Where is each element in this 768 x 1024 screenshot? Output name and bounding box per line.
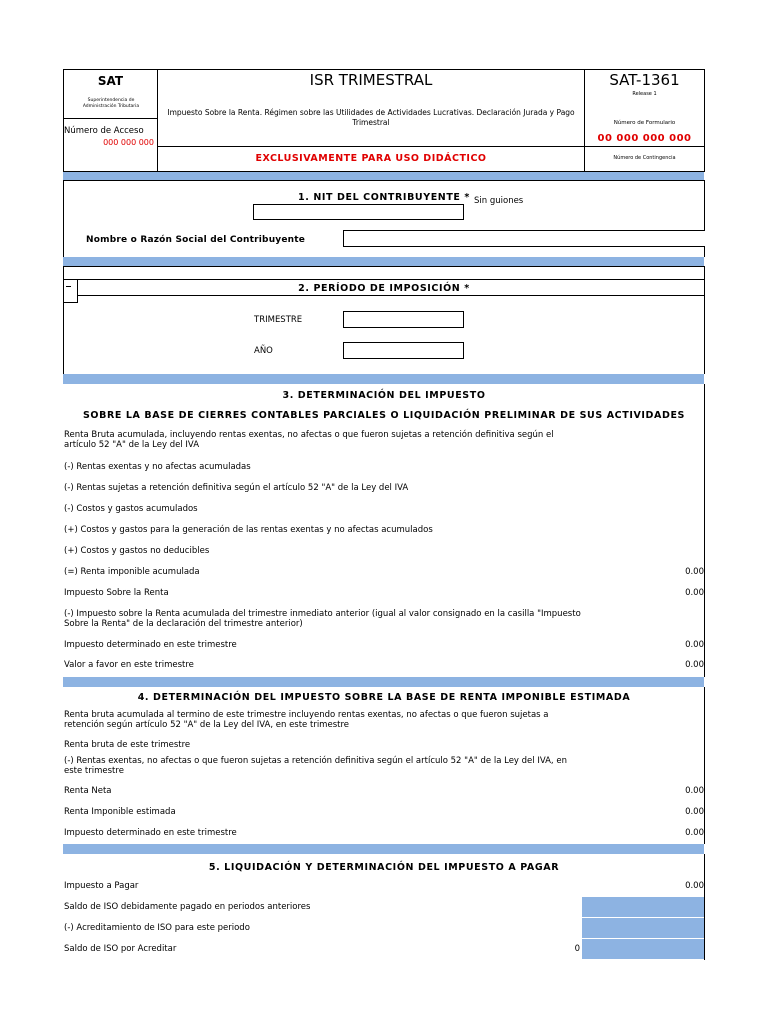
s3-row	[64, 588, 704, 598]
saldo-iso-input[interactable]	[582, 897, 704, 917]
s3-row-label: (-) Impuesto sobre la Renta acumulada del trimestre inmediato anterior (igual al valor consignado en la casilla "Impuesto Sobre la Renta" de la declaración del trimestre anterior)	[64, 609, 581, 629]
s4-row	[64, 786, 704, 796]
s3-row-label: Impuesto determinado en este trimestre	[64, 640, 237, 650]
s3-row-value: 0.00	[685, 660, 704, 670]
s4-row	[64, 807, 704, 817]
section-band	[63, 172, 704, 180]
trimestre-input[interactable]	[343, 311, 464, 328]
nombre-label: Nombre o Razón Social del Contribuyente	[86, 235, 306, 245]
s4-row	[64, 710, 584, 730]
s5-row-label: Saldo de ISO por Acreditar	[64, 944, 177, 954]
s3-row-label: (-) Rentas exentas y no afectas acumuladas	[64, 462, 251, 472]
section-band	[63, 844, 704, 854]
nit-input[interactable]	[253, 204, 464, 220]
numero-formulario-label: Número de Formulario	[613, 120, 676, 126]
s4-row	[64, 828, 704, 838]
s3-row-label: (+) Costos y gastos no deducibles	[64, 546, 210, 556]
s4-row-value: 0.00	[685, 807, 704, 817]
form-code: SAT-1361	[609, 71, 680, 89]
anio-input[interactable]	[343, 342, 464, 359]
numero-acceso-label: Número de Acceso	[64, 126, 144, 136]
section4-title: 4. DETERMINACIÓN DEL IMPUESTO SOBRE LA BASE DE RENTA IMPONIBLE ESTIMADA	[137, 692, 631, 703]
s4-row-value: 0.00	[685, 828, 704, 838]
s3-row	[64, 546, 704, 556]
s3-row	[64, 567, 704, 577]
s4-row-label: Renta Imponible estimada	[64, 807, 176, 817]
s3-row	[64, 660, 704, 670]
s4-row-label: Impuesto determinado en este trimestre	[64, 828, 237, 838]
form-description: Impuesto Sobre la Renta. Régimen sobre las Utilidades de Actividades Lucrativas. Declaración Jurada y Pago Trimestral	[167, 108, 575, 127]
sat-subtitle: Superintendencia de Administración Tributaria	[82, 98, 140, 109]
trimestre-label: TRIMESTRE	[254, 315, 303, 325]
numero-acceso-value: 000 000 000	[103, 138, 154, 147]
s4-row	[64, 756, 569, 776]
s3-row-label: Impuesto Sobre la Renta	[64, 588, 169, 598]
s5-row-label: Saldo de ISO debidamente pagado en periodos anteriores	[64, 902, 311, 912]
nombre-input[interactable]	[343, 230, 705, 247]
s3-row-label: (=) Renta imponible acumulada	[64, 567, 200, 577]
didactic-notice: EXCLUSIVAMENTE PARA USO DIDÁCTICO	[255, 153, 487, 164]
s4-row-label: Renta Neta	[64, 786, 112, 796]
s5-row-label: (-) Acreditamiento de ISO para este periodo	[64, 923, 250, 933]
section2-title: 2. PERÍODO DE IMPOSICIÓN *	[298, 283, 470, 294]
s4-row	[64, 740, 704, 750]
section-band	[63, 677, 704, 687]
saldo-acreditar-field	[582, 939, 704, 959]
s3-row-label: (+) Costos y gastos para la generación de las rentas exentas y no afectas acumulados	[64, 525, 433, 535]
contingencia-label: Número de Contingencia	[613, 155, 676, 161]
s5-row	[64, 881, 704, 891]
acreditamiento-iso-input[interactable]	[582, 918, 704, 938]
s5-row-value: 0.00	[685, 881, 704, 891]
release-label: Release 1	[632, 91, 657, 97]
form-title: ISR TRIMESTRAL	[309, 71, 433, 89]
s3-row-label: Renta Bruta acumulada, incluyendo rentas exentas, no afectas o que fueron sujetas a retención definitiva según el artículo 52 "A" de la Ley del IVA	[64, 430, 554, 450]
numero-formulario-value: 00 000 000 000	[597, 133, 692, 144]
s3-row-label: Valor a favor en este trimestre	[64, 660, 194, 670]
s3-row-value: 0.00	[685, 567, 704, 577]
anio-label: AÑO	[254, 346, 273, 356]
s3-row	[64, 504, 704, 514]
nit-hint: Sin guiones	[474, 196, 524, 206]
s3-row-label: (-) Costos y gastos acumulados	[64, 504, 198, 514]
s3-row-label: (-) Rentas sujetas a retención definitiva según el artículo 52 "A" de la Ley del IVA	[64, 483, 409, 493]
s3-row	[64, 640, 704, 650]
s3-row	[64, 483, 704, 493]
s5-row-label: Impuesto a Pagar	[64, 881, 139, 891]
s3-row	[64, 430, 584, 450]
s4-row-label: Renta bruta de este trimestre	[64, 740, 191, 750]
section3-title: 3. DETERMINACIÓN DEL IMPUESTO	[282, 390, 486, 401]
s3-row-value: 0.00	[685, 588, 704, 598]
section-band	[63, 374, 704, 384]
s4-row-label: (-) Rentas exentas, no afectas o que fueron sujetas a retención definitiva según el artículo 52 "A" de la Ley del IVA, en este trimestre	[64, 756, 567, 776]
section3-subtitle: SOBRE LA BASE DE CIERRES CONTABLES PARCIALES O LIQUIDACIÓN PRELIMINAR DE SUS ACTIVIDADES	[82, 410, 685, 421]
s5-row-value: 0	[574, 944, 580, 954]
section-band	[63, 257, 704, 266]
s3-row	[64, 525, 704, 535]
s3-row	[64, 609, 584, 629]
s4-row-label: Renta bruta acumulada al termino de este trimestre incluyendo rentas exentas, no afectas o que fueron sujetas a retención según artículo 52 "A" de la Ley del IVA, en este trimestre	[64, 710, 549, 730]
s3-row	[64, 462, 704, 472]
sat-logo-text: SAT	[97, 74, 124, 88]
section5-title: 5. LIQUIDACIÓN Y DETERMINACIÓN DEL IMPUESTO A PAGAR	[208, 862, 560, 873]
s4-row-value: 0.00	[685, 786, 704, 796]
s3-row-value: 0.00	[685, 640, 704, 650]
section1-title: 1. NIT DEL CONTRIBUYENTE *	[298, 192, 470, 203]
